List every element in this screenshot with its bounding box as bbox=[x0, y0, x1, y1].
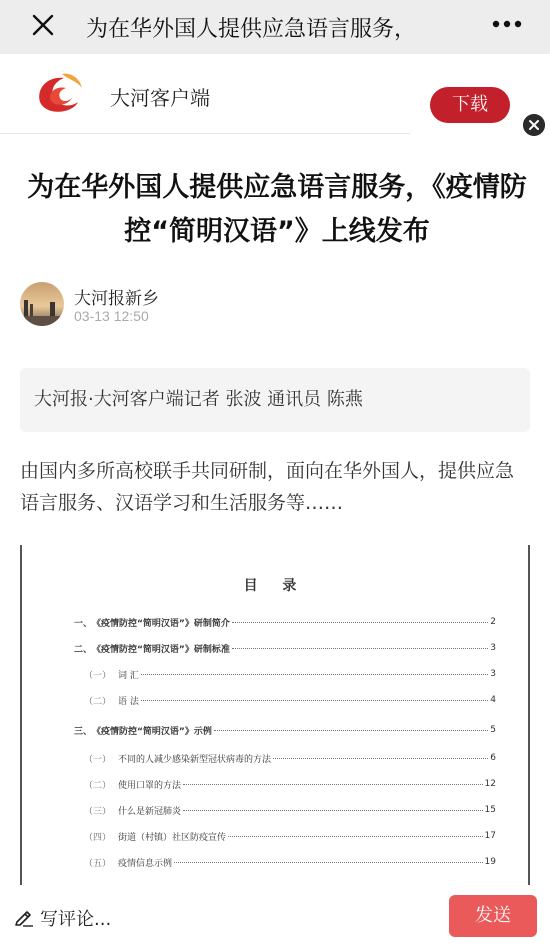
article-headline: 为在华外国人提供应急语言服务，《疫情防控“简明汉语”》上线发布 bbox=[27, 172, 527, 247]
toc-entry-page: 12 bbox=[484, 779, 496, 789]
avatar[interactable] bbox=[20, 282, 64, 326]
toc-entry-page: 3 bbox=[490, 643, 496, 653]
toc-entry bbox=[74, 615, 496, 629]
toc-entry-page: 17 bbox=[484, 831, 496, 841]
author-name[interactable]: 大河报新乡 bbox=[74, 289, 159, 309]
nav-title: 为在华外国人提供应急语言服务， bbox=[86, 17, 417, 42]
toc-entry-index: （一） bbox=[84, 670, 112, 681]
pen-icon[interactable] bbox=[14, 907, 34, 927]
author-block[interactable] bbox=[20, 282, 530, 332]
toc-entry-page: 5 bbox=[490, 725, 496, 735]
toc-entry-label: 《疫情防控“简明汉语”》研制标准 bbox=[92, 644, 230, 655]
app-logo bbox=[32, 68, 88, 124]
toc-entry bbox=[84, 751, 496, 765]
toc-entry-label: 《疫情防控“简明汉语”》示例 bbox=[92, 726, 212, 737]
banner-divider bbox=[0, 133, 410, 134]
top-nav-bar bbox=[0, 0, 550, 54]
toc-entry-label: 街道（村镇）社区防疫宣传 bbox=[118, 832, 227, 843]
byline-box: 大河报·大河客户端记者 张波 通讯员 陈燕 bbox=[20, 368, 530, 432]
app-name: 大河客户端 bbox=[110, 86, 210, 110]
toc-entry bbox=[84, 855, 496, 869]
app-download-banner bbox=[0, 54, 550, 134]
more-icon[interactable] bbox=[492, 18, 522, 30]
toc-entry-label: 使用口罩的方法 bbox=[118, 780, 182, 791]
toc-entry bbox=[74, 641, 496, 655]
toc-entry-index: （二） bbox=[84, 780, 112, 791]
toc-entry-page: 15 bbox=[484, 805, 496, 815]
download-button[interactable]: 下载 bbox=[430, 87, 510, 123]
close-icon[interactable] bbox=[30, 12, 56, 38]
toc-entry-label: 《疫情防控“简明汉语”》研制简介 bbox=[92, 618, 230, 629]
toc-entry-page: 19 bbox=[484, 857, 496, 867]
toc-entry-page: 2 bbox=[490, 617, 496, 627]
toc-entry-label: 语 法 bbox=[118, 696, 139, 707]
toc-entry-page: 3 bbox=[490, 669, 496, 679]
toc-entry-index: （五） bbox=[84, 858, 112, 869]
toc-entry bbox=[84, 803, 496, 817]
toc-entry bbox=[84, 829, 496, 843]
send-button[interactable]: 发送 bbox=[449, 895, 537, 937]
toc-entry-page: 6 bbox=[490, 753, 496, 763]
toc-entry-label: 疫情信息示例 bbox=[118, 858, 173, 869]
toc-entry bbox=[84, 667, 496, 681]
toc-entry-index: （二） bbox=[84, 696, 112, 707]
toc-document-image[interactable] bbox=[20, 545, 530, 885]
toc-entry-index: 三、 bbox=[74, 726, 93, 737]
toc-entry-index: （三） bbox=[84, 806, 112, 817]
toc-entry bbox=[74, 723, 496, 737]
toc-entry-index: 二、 bbox=[74, 644, 93, 655]
comment-input[interactable]: 写评论... bbox=[40, 909, 112, 930]
toc-entry-label: 什么是新冠肺炎 bbox=[118, 806, 182, 817]
toc-entry-index: （一） bbox=[84, 754, 112, 765]
toc-entry-index: 一、 bbox=[74, 618, 93, 629]
toc-title: 目 录 bbox=[243, 578, 307, 594]
comment-bar bbox=[0, 885, 550, 947]
toc-entry bbox=[84, 777, 496, 791]
publish-date: 03-13 12:50 bbox=[74, 308, 149, 324]
toc-entry-label: 词 汇 bbox=[118, 670, 139, 681]
toc-entry-index: （四） bbox=[84, 832, 112, 843]
article-summary: 由国内多所高校联手共同研制，面向在华外国人，提供应急语言服务、汉语学习和生活服务等…… bbox=[20, 460, 515, 514]
toc-entry-page: 4 bbox=[490, 695, 496, 705]
toc-entry bbox=[84, 693, 496, 707]
toc-entry-label: 不同的人减少感染新型冠状病毒的方法 bbox=[118, 754, 272, 765]
dismiss-banner-icon[interactable] bbox=[523, 114, 545, 136]
